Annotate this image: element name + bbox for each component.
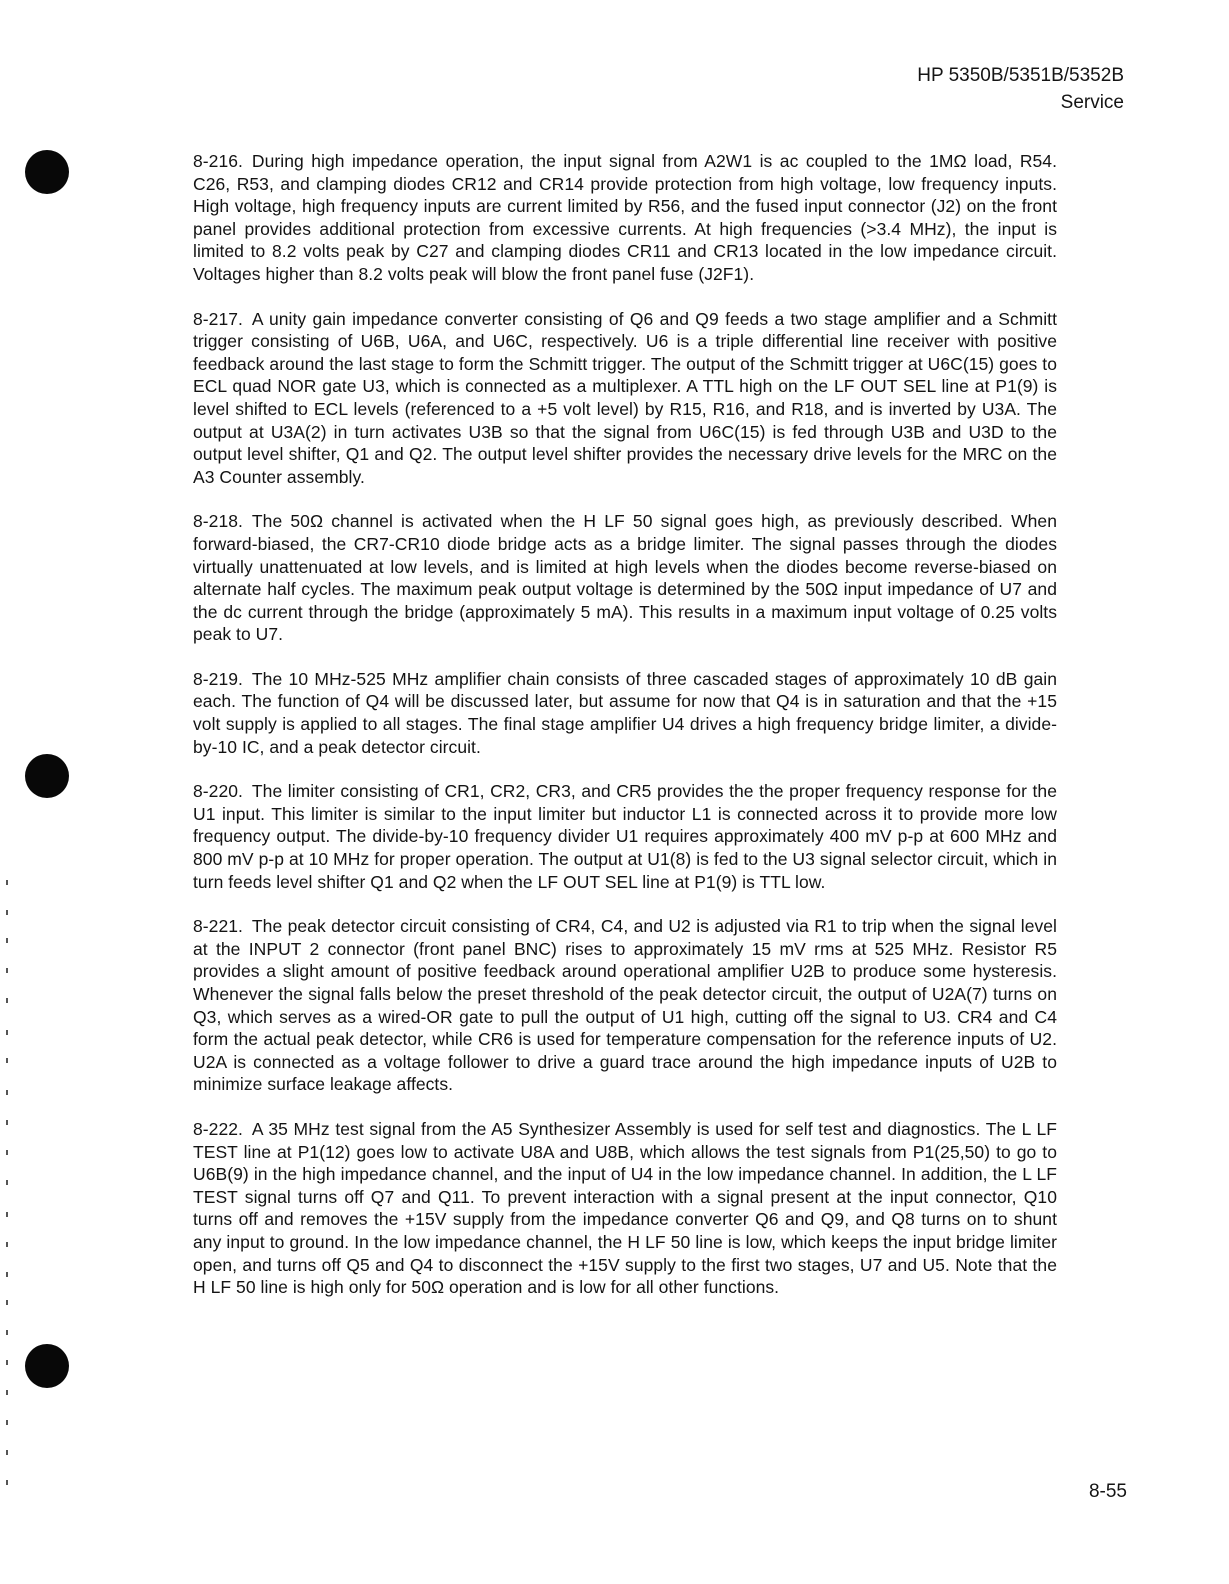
paragraph-8-216 (193, 150, 1057, 286)
page-header (917, 62, 1124, 116)
paragraph-text: A unity gain impedance converter consisting of Q6 and Q9 feeds a two stage amplifier and a Schmitt trigger consisting of U6B, U6A, and U6C, respectively. U6 is a triple differential line receiver with positive feedback around the last stage to form the Schmitt trigger. The output of the Schmitt trigger at U6C(15) goes to ECL quad NOR gate U3, which is connected as a multiplexer. A TTL high on the LF OUT SEL line at P1(9) is level shifted to ECL levels (referenced to a +5 volt level) by R15, R16, and R18, and is inverted by U3A. The output at U3A(2) in turn activates U3B so that the signal from U6C(15) is fed through U3B and U3D to the output level shifter, Q1 and Q2. The output level shifter provides the necessary drive levels for the MRC on the A3 Counter assembly. (193, 308, 1057, 487)
paragraph-number: 8-220. (193, 781, 243, 802)
paragraph-number: 8-222. (193, 1118, 243, 1139)
document-body (193, 150, 1057, 1321)
paragraph-number: 8-219. (193, 668, 243, 689)
paragraph-8-217 (193, 308, 1057, 489)
paragraph-text: The 10 MHz-525 MHz amplifier chain consists of three cascaded stages of approximately 10 dB gain each. The function of Q4 will be discussed later, but assume for now that Q4 is in saturation and that the +15 volt supply is applied to all stages. The final stage amplifier U4 drives a high frequency bridge limiter, a divide-by-10 IC, and a peak detector circuit. (193, 668, 1057, 757)
punch-hole-bottom (25, 1344, 69, 1388)
paragraph-text: The limiter consisting of CR1, CR2, CR3, and CR5 provides the the proper frequency response for the U1 input. This limiter is similar to the input limiter but inductor L1 is connected across it to provide more low frequency output. The divide-by-10 frequency divider U1 requires approximately 400 mV p-p at 600 MHz and 800 mV p-p at 10 MHz for proper operation. The output at U1(8) is fed to the U3 signal selector circuit, which in turn feeds level shifter Q1 and Q2 when the LF OUT SEL line at P1(9) is TTL low. (193, 781, 1057, 892)
punch-hole-middle (25, 754, 69, 798)
header-section: Service (1060, 92, 1124, 113)
paragraph-number: 8-216. (193, 151, 243, 171)
paragraph-number: 8-221. (193, 916, 243, 937)
paragraph-number: 8-217. (193, 308, 243, 329)
paragraph-text: A 35 MHz test signal from the A5 Synthesizer Assembly is used for self test and diagnostics. The L LF TEST line at P1(12) goes low to activate U8A and U8B, which allows the test signals from P1(25,50) to go to U6B(9) in the high impedance channel, and the input of U4 in the low impedance channel. In addition, the L LF TEST signal turns off Q7 and Q11. To prevent interaction with a signal present at the input connector, Q10 turns off and removes the +15V supply from the impedance converter Q6 and Q9, and Q8 turns on to shunt any input to ground. In the low impedance channel, the H LF 50 line is low, which keeps the input bridge limiter open, and turns off Q5 and Q4 to disconnect the +15V supply to the first two stages, U7 and U5. Note that the H LF 50 line is high only for 50Ω operation and is low for all other functions. (193, 1118, 1057, 1298)
paragraph-8-220 (193, 780, 1057, 893)
paragraph-8-221 (193, 915, 1057, 1096)
paragraph-text: The peak detector circuit consisting of CR4, C4, and U2 is adjusted via R1 to trip when the signal level at the INPUT 2 connector (front panel BNC) rises to approximately 15 mV rms at 525 MHz. Resistor R5 provides a slight amount of positive feedback around operational amplifier U2B to produce some hysteresis. Whenever the signal falls below the preset threshold of the peak detector circuit, the output of U2A(7) turns on Q3, which serves as a wired-OR gate to pull the output of U1 high, cutting off the signal to U3. CR4 and C4 form the actual peak detector, while CR6 is used for temperature compensation for the reference inputs of U2. U2A is connected as a voltage follower to drive a guard trace around the high impedance inputs of U2B to minimize surface leakage affects. (193, 916, 1057, 1095)
paragraph-8-219 (193, 668, 1057, 758)
page-number: 8-55 (1088, 1481, 1127, 1502)
paragraph-text: During high impedance operation, the input signal from A2W1 is ac coupled to the 1MΩ load, R54. C26, R53, and clamping diodes CR12 and CR14 provide protection from high voltage, low frequency inputs. High voltage, high frequency inputs are current limited by R56, and the fused input connector (J2) on the front panel provides additional protection from excessive currents. At high frequencies (>3.4 MHz), the input is limited to 8.2 volts peak by C27 and clamping diodes CR11 and CR13 located in the low impedance circuit. Voltages higher than 8.2 volts peak will blow the front panel fuse (J2F1). (193, 151, 1057, 284)
punch-hole-top (25, 150, 69, 194)
paragraph-text: The 50Ω channel is activated when the H LF 50 signal goes high, as previously described. When forward-biased, the CR7-CR10 diode bridge acts as a bridge limiter. The signal passes through the diodes virtually unattenuated at low levels, and is limited at high levels when the diodes become reverse-biased on alternate half cycles. The maximum peak output voltage is determined by the 50Ω input impedance of U7 and the dc current through the bridge (approximately 5 mA). This results in a maximum input voltage of 0.25 volts peak to U7. (193, 511, 1057, 645)
paragraph-number: 8-218. (193, 511, 243, 532)
margin-specks (6, 880, 10, 1520)
paragraph-8-222 (193, 1118, 1057, 1299)
paragraph-8-218 (193, 510, 1057, 646)
header-model: HP 5350B/5351B/5352B (917, 65, 1124, 86)
